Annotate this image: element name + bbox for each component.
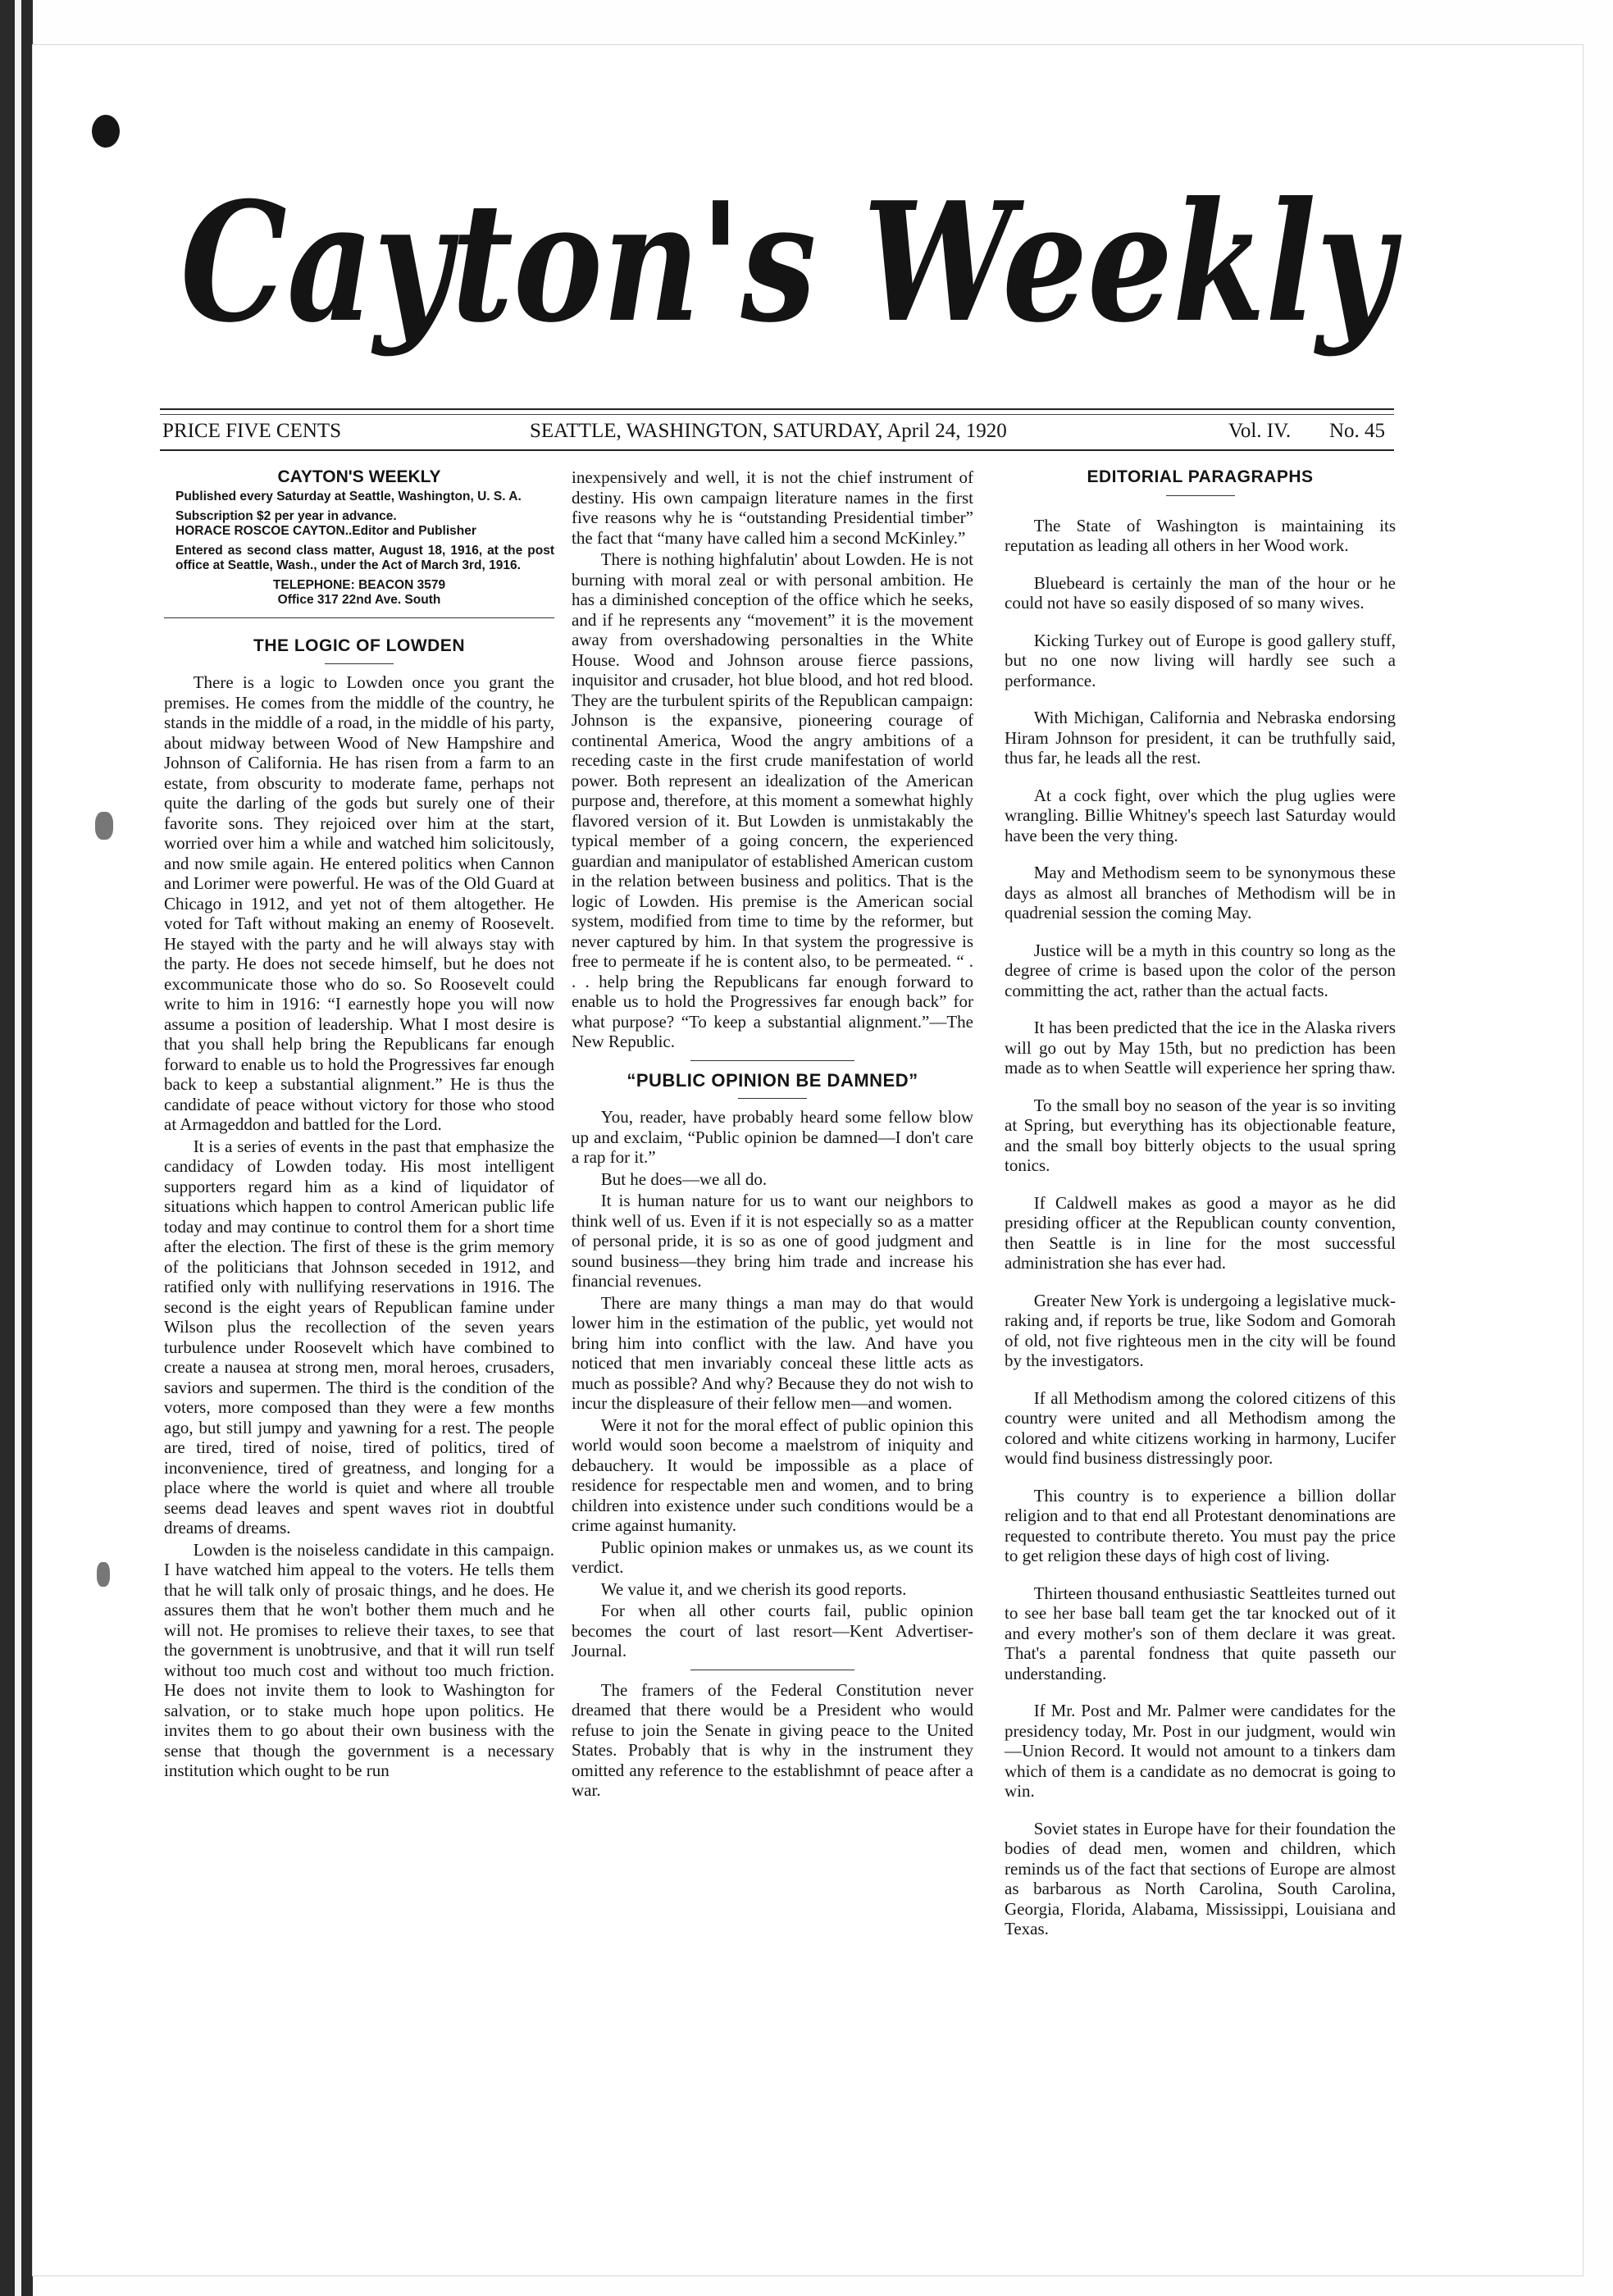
editorial-paragraph: Soviet states in Europe have for their foundation the bodies of dead men, women and children, which reminds us of the fact that sections of Europe are almost as barbarous as North Carolina, South Carolina, Georgia, Florida, Alabama, Mississippi, Louisiana and Texas. [1005,1818,1396,1938]
page-fold [15,0,21,2296]
masthead-rule-top [160,408,1394,410]
imprint-box [164,467,554,618]
headline-rule [325,663,394,664]
imprint-published: Published every Saturday at Seattle, Washington, U. S. A. [175,489,522,503]
masthead-title: Cayton's Weekly [180,166,1402,359]
lowden-paragraph: It is a series of events in the past that emphasize the candidacy of Lowden today. His most intelligent supporters regard him as a kind of liquidator of situations which happen to control American public life today and may continue to control them for a short time after the election. The first of these is the grim memory of the politicians that Johnson seceded in 1912, and ratified only with nullifying reservations in 1916. The second is the eight years of Republican famine under Wilson plus the recollection of the seven years turbulence under Roosevelt which have combined to create a nausea at strong men, moral heroes, crusaders, saviors and supermen. The third is the condition of the voters, more composed than they were a few months ago, but still jumpy and yawning for a rest. The people are tired, tired of noise, tired of politics, tired of inconvenience, tired of greatness, and longing for a place where the world is quiet and where all trouble seems dead leaves and spent waves riot in doubtful dreams of dreams. [164,1136,554,1538]
editorial-paragraph: May and Methodism seem to be synonymous these days as almost all branches of Methodism will be in quadrenial session the coming May. [1005,863,1396,922]
editorial-paragraph: Justice will be a myth in this country so long as the degree of crime is based upon the color of the person committing the act, rather than the actual facts. [1005,940,1396,1000]
editorial-paragraph: It has been predicted that the ice in the Alaska rivers will go out by May 15th, but no prediction has been made as to when Seattle will experience her spring thaw. [1005,1018,1396,1077]
ink-blot [97,1562,110,1587]
imprint-editor: HORACE ROSCOE CAYTON..Editor and Publisher [175,523,476,538]
opinion-paragraph: For when all other courts fail, public opinion becomes the court of last resort—Kent Advertiser-Journal. [572,1601,973,1660]
column-1 [164,467,554,1781]
opinion-headline: “PUBLIC OPINION BE DAMNED” [627,1069,918,1091]
masthead-rule-bottom [160,414,1394,415]
editorial-paragraph: If Mr. Post and Mr. Palmer were candidates for the presidency today, Mr. Post in our judgment, would win—Union Record. It would not amount to a tinkers dam which of them is a candidate as no democrat is going to win. [1005,1701,1396,1801]
imprint-subscription: Subscription $2 per year in advance. [175,508,397,523]
imprint-telephone: TELEPHONE: BEACON 3579 [272,577,446,592]
lowden-paragraph: There is nothing highfalutin' about Lowden. He is not burning with moral zeal or with personal ambition. He has a diminished conception of the office which he seeks, and if he represents any “movement” it is the movement away from overshadowing personalties in the White House. Wood and Johnson arouse fierce passions, inquisitor and crusader, hot blue blood, and hot red blood. They are the turbulent spirits of the Republican campaign: Johnson is the expansive, pioneering courage of continental America, Wood the angry ambitions of a receding caste in the first crude manifestation of world power. Both represent an idealization of the American purpose and, therefore, at this moment a somewhat highly flavored version of it. But Lowden is unmistakably the typical member of a going concern, the experienced guardian and manipulator of established American custom in the relation between business and politics. That is the logic of Lowden. His premise is the American social system, modified from time to time by the reformer, but never captured by him. In that system the progressive is free to permeate if he is content also, to be permeated. “ . . . help bring the Republicans far enough forward to enable us to hold the Progressives far enough back” for what purpose? “To keep a substantial alignment.”—The New Republic. [572,549,973,1051]
headline-rule [1166,495,1235,496]
column-2 [572,467,973,1801]
lowden-paragraph: inexpensively and well, it is not the chief instrument of destiny. His own campaign literature names in the first five reasons why he is “outstanding Presidential timber” the fact that “many have called him a second McKinley.” [572,467,973,548]
lowden-paragraph: Lowden is the noiseless candidate in this campaign. I have watched him appeal to the voters. He tells them that he will talk only of prosaic things, and he does. He assures them that he won't bother them much and he will not. He promises to relieve their taxes, to see that the government is unobtrusive, and that it will run tself without too much cost and without too much friction. He does not invite them to look to Washington for salvation, or to stake much hope upon politics. He invites them to go about their own business with the sense that though the government is a necessary institution which ought to be run [164,1539,554,1780]
adjacent-page-edge [0,0,33,2296]
editorial-paragraph: Bluebeard is certainly the man of the hour or he could not have so easily disposed of so many wives. [1005,572,1396,613]
imprint-entered: Entered as second class matter, August 18, 1916, at the post office at Seattle, Wash., under the Act of March 3rd, 1916. [175,543,554,572]
opinion-paragraph: But he does—we all do. [600,1168,768,1189]
masthead [164,144,1410,398]
editorial-paragraph: Thirteen thousand enthusiastic Seattleites turned out to see her base ball team get the tar knocked out of it and every mother's son of them declare it was great. That's a parental fondness that quite passeth our understanding. [1005,1583,1396,1683]
masthead-logo [164,144,1410,398]
imprint [164,490,554,608]
ink-blot [95,812,113,840]
constitution-paragraph: The framers of the Federal Constitution never dreamed that there would be a President who would refuse to join the Senate in giving peace to the United States. Probably that is why in the instrument they omitted any reference to the establishmnt of peace after a war. [572,1679,973,1800]
opinion-paragraph: Public opinion makes or unmakes us, as we count its verdict. [572,1537,973,1577]
opinion-paragraph: We value it, and we cherish its good reports. [600,1578,907,1599]
volume: Vol. IV. [1228,420,1292,442]
opinion-paragraph: Were it not for the moral effect of public opinion this world would soon become a maelstrom of iniquity and debauchery. It would be impossible as a place of residence for respectable men and women, and to bring children into existence under such conditions would be a crime against humanity. [572,1414,973,1535]
opinion-paragraph: There are many things a man may do that would lower him in the estimation of the public, yet would not bring him into conflict with the law. And have you noticed that men invariably conceal these little acts as much as possible? And why? Because they do not wish to incur the displeasure of their fellow men—and women. [572,1292,973,1413]
editorial-paragraph: If Caldwell makes as good a mayor as he did presiding officer at the Republican county convention, then Seattle is in line for the most successful administration she has ever had. [1005,1192,1396,1273]
editorial-paragraph: At a cock fight, over which the plug uglies were wrangling. Billie Whitney's speech last Saturday would have been the very thing. [1005,785,1396,845]
editorial-paragraph: Greater New York is undergoing a legislative muck-raking and, if reports be true, like Sodom and Gomorah of old, not five righteous men in the city will be found by the investigators. [1005,1290,1396,1370]
location-date: SEATTLE, WASHINGTON, SATURDAY, April 24, 1920 [530,420,1007,442]
punch-hole [92,115,120,148]
editorial-headline: EDITORIAL PARAGRAPHS [1087,467,1314,486]
dateline [162,420,1394,449]
editorial-paragraph: With Michigan, California and Nebraska endorsing Hiram Johnson for president, it can be truthfully said, thus far, he leads all the rest. [1005,708,1396,768]
headline-rule [738,1098,807,1099]
editorial-paragraph: To the small boy no season of the year is so inviting at Spring, but everything has its objectionable feature, and the small boy bitterly objects to the usual spring tonics. [1005,1095,1396,1175]
column-3 [1005,467,1396,1939]
imprint-office: Office 317 22nd Ave. South [277,592,441,607]
price: PRICE FIVE CENTS [162,420,342,442]
editorial-paragraph: Kicking Turkey out of Europe is good gallery stuff, but no one now living will hardly see such a performance. [1005,630,1396,690]
lowden-paragraph: There is a logic to Lowden once you grant the premises. He comes from the middle of the country, he stands in the middle of a road, in the middle of his party, about midway between Wood of New Hampshire and Johnson of California. He has risen from a farm to an estate, from obscurity to moderate fame, perhaps not quite the darling of the gods but surely one of their favorite sons. They rejoiced over him at the start, worried over him a while and watched him solicitously, and now smile again. He entered politics when Cannon and Lorimer were powerful. He was of the Old Guard at Chicago in 1912, and yet not of them altogether. He voted for Taft without making an enemy of Roosevelt. He stayed with the party and he will always stay with the party. He does not secede himself, but he does not excommunicate those who do so. So Roosevelt could write to him in 1916: “I earnestly hope you will now assume a position of leadership. What I most desire is that you shall help bring the Republicans far enough forward to enable us to hold the Progressives far enough back to keep a substantial alignment.” He is thus the candidate of peace without victory for those who stood at Armageddon and battled for the Lord. [164,672,554,1134]
article-divider [690,1060,854,1061]
imprint-title: CAYTON'S WEEKLY [277,467,441,486]
issue-number: No. 45 [1329,420,1386,442]
lowden-headline: THE LOGIC OF LOWDEN [253,636,465,655]
dateline-rule [160,449,1394,451]
opinion-paragraph: You, reader, have probably heard some fellow blow up and exclaim, “Public opinion be damned—I don't care a rap for it.” [572,1107,973,1167]
editorial-paragraph: If all Methodism among the colored citizens of this country were united and all Methodism among the colored and white citizens working in harmony, Lucifer would find business distressingly poor. [1005,1387,1396,1468]
opinion-paragraph: It is human nature for us to want our neighbors to think well of us. Even if it is not especially so as a matter of personal pride, it is so as one of good judgment and sound business—they bring him trade and increase his financial revenues. [572,1191,973,1291]
editorial-paragraph: This country is to experience a billion dollar religion and to that end all Protestant denominations are requested to contribute thereto. You must pay the price to get religion these days of high cost of living. [1005,1485,1396,1565]
editorial-paragraph: The State of Washington is maintaining its reputation as leading all others in her Wood work. [1005,515,1396,555]
